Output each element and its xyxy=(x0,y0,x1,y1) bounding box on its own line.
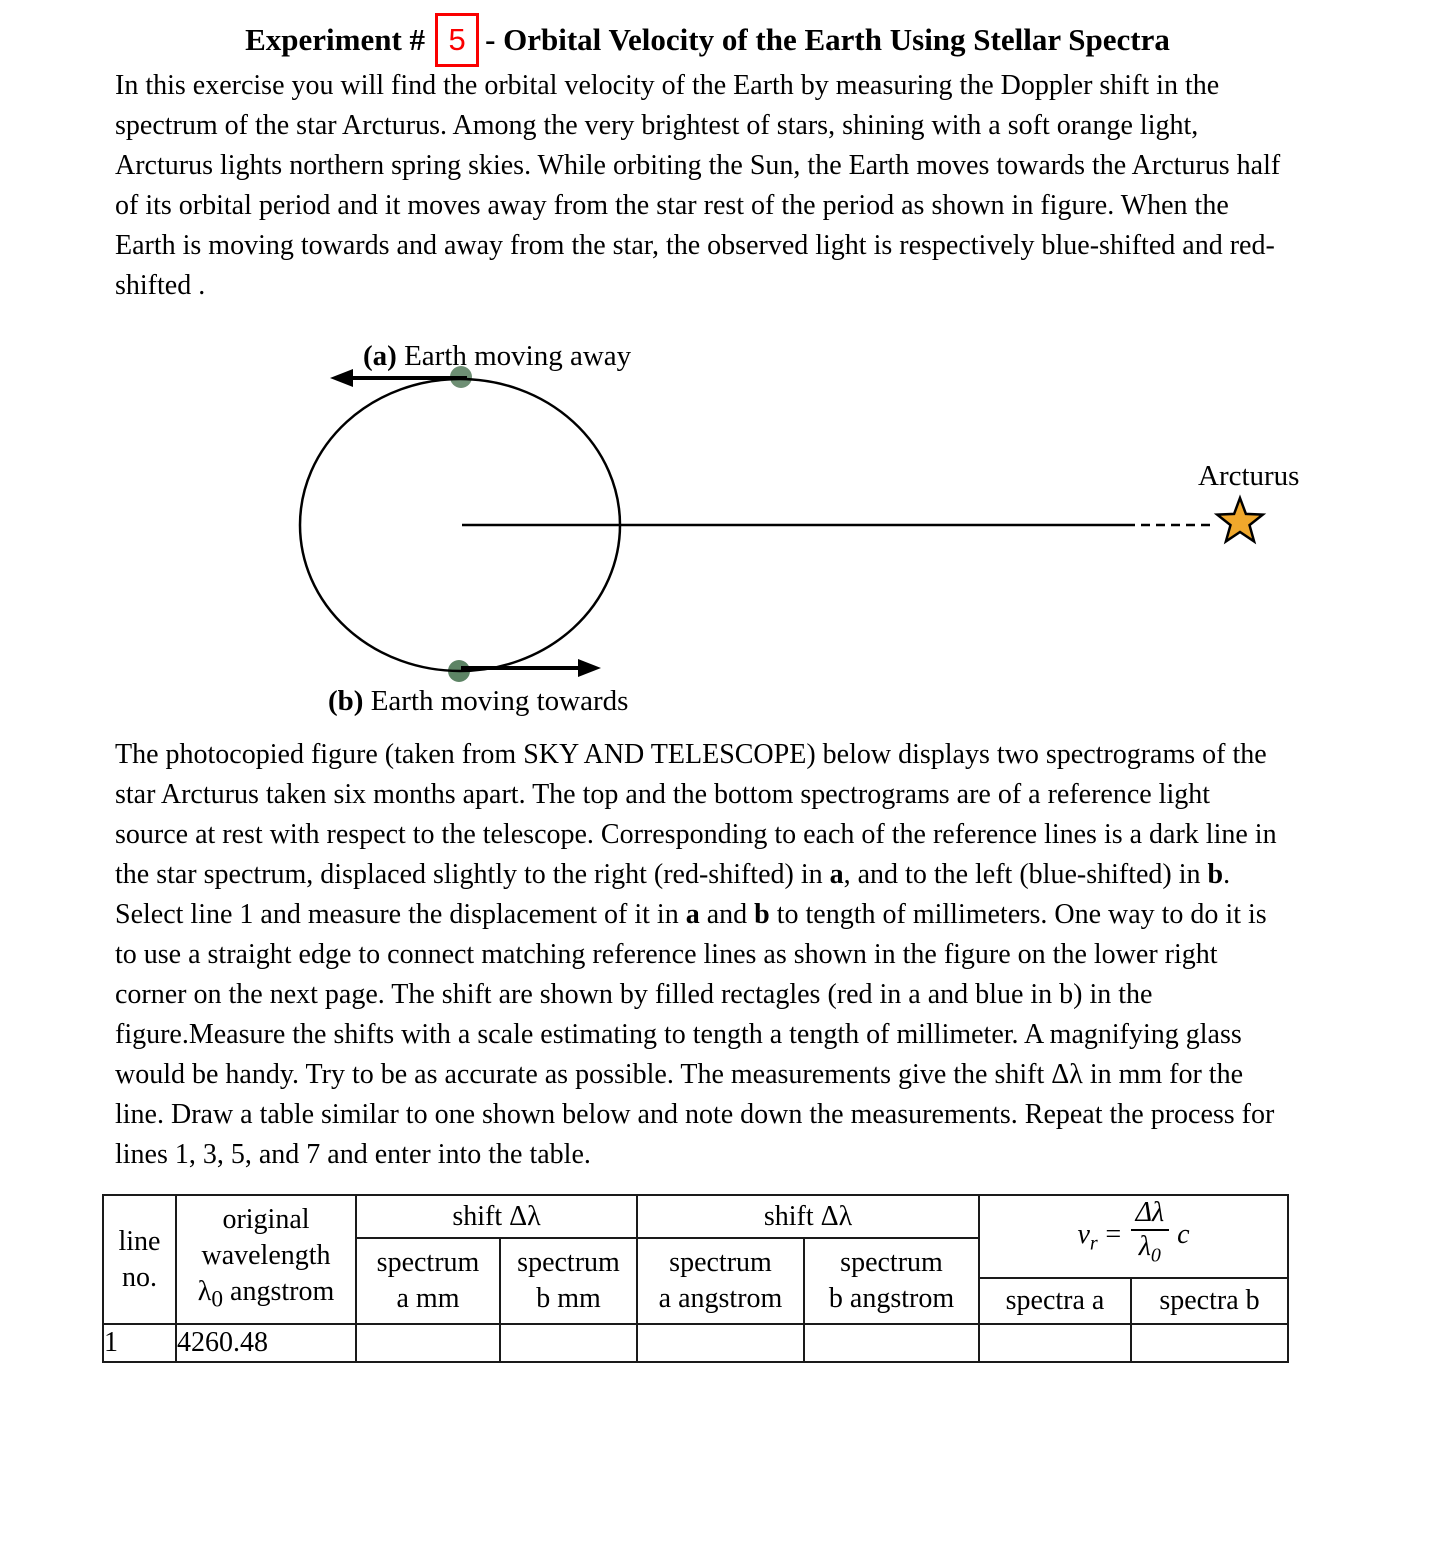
page-title xyxy=(115,14,1300,66)
cell-velocity-spectra-b xyxy=(1131,1324,1288,1362)
col-header-wavelength: original wavelength $\lambda_0$ angstrom xyxy=(176,1195,356,1324)
col-header-shift-mm: shift Δλ xyxy=(356,1195,637,1238)
cell-line-no: 1 xyxy=(103,1324,176,1362)
experiment-number-box xyxy=(435,13,479,67)
velocity-arrow-towards-head-icon xyxy=(578,659,601,677)
formula-numerator: Δλ xyxy=(1131,1198,1170,1231)
figure-label-b xyxy=(328,684,628,718)
formula-subscript-r: r xyxy=(1089,1232,1098,1255)
cell-velocity-spectra-a xyxy=(979,1324,1131,1362)
table-row xyxy=(103,1324,1288,1362)
figure-label-b-text: Earth moving towards xyxy=(363,685,629,717)
figure-label-a-tag: (a) xyxy=(363,340,397,372)
col-header-shift-angstrom: shift Δλ xyxy=(637,1195,979,1238)
cell-shift-b-mm xyxy=(500,1324,637,1362)
measurement-table xyxy=(102,1194,1289,1363)
orbit-figure-drawing xyxy=(0,337,1431,735)
figure-label-a xyxy=(363,339,631,373)
orbit-figure xyxy=(0,337,1431,735)
col-header-spectra-b: spectra b xyxy=(1131,1278,1288,1324)
velocity-arrow-away-head-icon xyxy=(330,369,353,387)
table-header-row-groups xyxy=(103,1195,1288,1238)
cell-wavelength: 4260.48 xyxy=(176,1324,356,1362)
title-suffix: - Orbital Velocity of the Earth Using Stellar Spectra xyxy=(485,22,1170,57)
figure-label-b-tag: (b) xyxy=(328,685,364,717)
formula-c: c xyxy=(1177,1218,1190,1250)
formula-denominator: $\lambda_0$ xyxy=(1138,1231,1161,1267)
col-header-spectra-a: spectra a xyxy=(979,1278,1131,1324)
cell-shift-a-mm xyxy=(356,1324,500,1362)
col-header-spectrum-a-mm: spectrum a mm xyxy=(356,1238,500,1324)
col-header-line-no: line no. xyxy=(103,1195,176,1324)
formula-fraction xyxy=(1131,1198,1170,1271)
spectrogram-paragraph: The photocopied figure (taken from SKY AND TELESCOPE) below displays two spectrograms of the star Arcturus taken six months apart. The top and the bottom spectrograms are of a reference light source at rest with respect to the telescope. Corresponding to each of the reference lines is a dark line in the star spectrum, displaced slightly to the right (red-shifted) in a, and to the left (blue-shifted) in b. xyxy=(115,739,1277,890)
cell-shift-b-angstrom xyxy=(804,1324,979,1362)
arcturus-star-icon xyxy=(1217,498,1263,541)
cell-shift-a-angstrom xyxy=(637,1324,804,1362)
formula-v: v xyxy=(1077,1218,1090,1250)
title-prefix: Experiment # xyxy=(245,22,426,57)
col-header-velocity-formula xyxy=(979,1195,1288,1278)
formula-equals: = xyxy=(1103,1218,1123,1250)
col-header-spectrum-b-angstrom: spectrum b angstrom xyxy=(804,1238,979,1324)
measurement-paragraph: Select line 1 and measure the displacement of it in a and b to tength of millimeters. One way to do it is to use a straight edge to connect matching reference lines as shown in the figure on the lower right corner on the next page. The shift are shown by filled rectagles (red in a and blue in b) in the figure.Measure the shifts with a scale estimating to tength a tength of millimeter. A magnifying glass would be handy. Try to be as accurate as possible. The measurements give the shift Δλ in mm for the line. Draw a table similar to one shown below and note down the measurements. Repeat the process for lines 1, 3, 5, and 7 and enter into the table. xyxy=(115,899,1275,1170)
star-label: Arcturus xyxy=(1198,460,1300,492)
intro-paragraph: In this exercise you will find the orbital velocity of the Earth by measuring the Doppler shift in the spectrum of the star Arcturus. Among the very brightest of stars, shining with a soft orange light, Arcturus lights northern spring skies. While orbiting the Sun, the Earth moves towards the Arcturus half of its orbital period and it moves away from the star rest of the period as shown in figure. When the Earth is moving towards and away from the star, the observed light is respectively blue-shifted and red-shifted . xyxy=(115,70,1281,301)
figure-label-a-text: Earth moving away xyxy=(396,340,632,372)
experiment-number: 5 xyxy=(448,22,466,57)
col-header-spectrum-b-mm: spectrum b mm xyxy=(500,1238,637,1324)
col-header-spectrum-a-angstrom: spectrum a angstrom xyxy=(637,1238,804,1324)
